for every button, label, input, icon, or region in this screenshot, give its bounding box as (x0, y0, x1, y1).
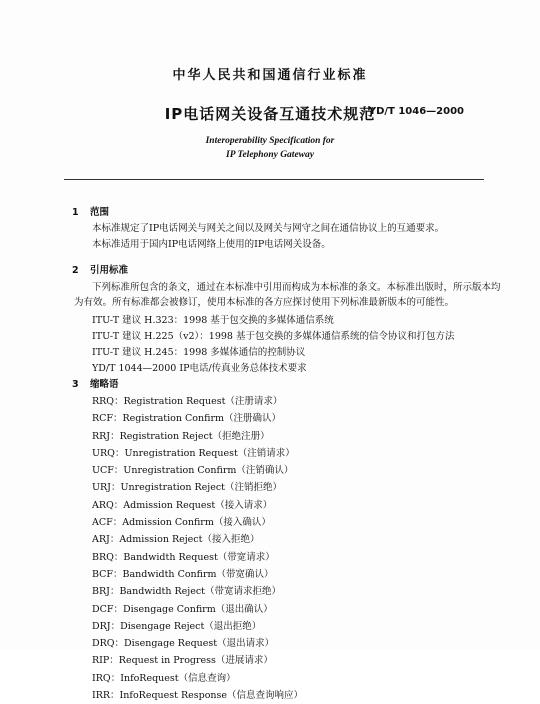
section-number: 3 (72, 379, 79, 390)
standard-code: YD/T 1046—2000 (368, 106, 464, 117)
abbreviation-item: RRQ：Registration Request（注册请求） (92, 396, 283, 407)
reference-item: YD/T 1044—2000 IP电话/传真业务总体技术要求 (92, 363, 307, 374)
reference-item: ITU-T 建议 H.245：1998 多媒体通信的控制协议 (92, 347, 306, 358)
section-title: 范围 (90, 207, 110, 218)
abbreviation-item: ACF：Admission Confirm（接入确认） (92, 517, 271, 529)
abbreviation-item: DRQ：Disengage Request（退出请求） (92, 638, 275, 650)
section-title: 缩略语 (90, 379, 119, 390)
section-2-heading (72, 262, 128, 276)
section-1-paragraph: 本标准规定了IP电话网关与网关之间以及网关与网守之间在通信协议上的互通要求。 (92, 223, 445, 234)
header-divider (64, 179, 484, 180)
abbreviation-item: BCF：Bandwidth Confirm（带宽确认） (92, 568, 274, 580)
abbreviation-item: UCF：Unregistration Confirm（注销确认） (92, 465, 294, 477)
section-title: 引用标准 (90, 265, 129, 276)
abbreviation-item: DCF：Disengage Confirm（退出确认） (92, 603, 273, 615)
section-2-intro-line1: 下列标准所包含的条文，通过在本标准中引用而构成为本标准的条文。本标准出版时，所示版本均 (92, 282, 501, 293)
abbreviation-item: RRJ：Registration Reject（拒绝注册） (92, 430, 270, 442)
abbreviation-item: IRR：InfoRequest Response（信息查询响应） (92, 690, 304, 702)
standard-category-header: 中华人民共和国通信行业标准 (172, 68, 368, 83)
abbreviation-item: IRQ：InfoRequest（信息查询） (92, 672, 236, 684)
abbreviation-item: BRQ：Bandwidth Request（带宽请求） (92, 551, 275, 563)
abbreviation-item: URQ：Unregistration Request（注销请求） (92, 447, 295, 459)
abbreviation-item: RCF：Registration Confirm（注册确认） (92, 413, 282, 425)
abbreviation-item: BRJ：Bandwidth Reject（带宽请求拒绝） (92, 586, 281, 598)
section-number: 1 (72, 207, 79, 218)
section-number: 2 (72, 265, 79, 276)
abbreviation-item: URJ：Unregistration Reject（注销拒绝） (92, 482, 282, 494)
abbreviation-list (92, 393, 303, 704)
section-2-intro-line2: 为有效。所有标准都会被修订，使用本标准的各方应探讨使用下列标准最新版本的可能性。 (74, 297, 455, 308)
abbreviation-item: RIP：Request in Progress（进展请求） (92, 655, 273, 667)
abbreviation-item: DRJ：Disengage Reject（退出拒绝） (92, 620, 262, 632)
document-title-en-line1: Interoperability Specification for (205, 136, 335, 146)
reference-item: ITU-T 建议 H.323：1998 基于包交换的多媒体通信系统 (92, 315, 334, 326)
document-title-cn: IP电话网关设备互通技术规范 (164, 105, 376, 123)
abbreviation-item: ARJ：Admission Reject（接入拒绝） (92, 534, 260, 546)
reference-list (92, 313, 454, 377)
section-3-heading (72, 376, 119, 390)
document-title-en-line2: IP Telephony Gateway (226, 150, 314, 160)
reference-item: ITU-T 建议 H.225（v2）：1998 基于包交换的多媒体通信系统的信令协议和打包方法 (92, 331, 455, 342)
abbreviation-item: ARQ：Admission Request（接入请求） (92, 499, 273, 511)
section-1-paragraph: 本标准适用于国内IP电话网络上使用的IP电话网关设备。 (92, 239, 331, 250)
section-1-heading (72, 204, 109, 218)
title-row (0, 103, 540, 125)
